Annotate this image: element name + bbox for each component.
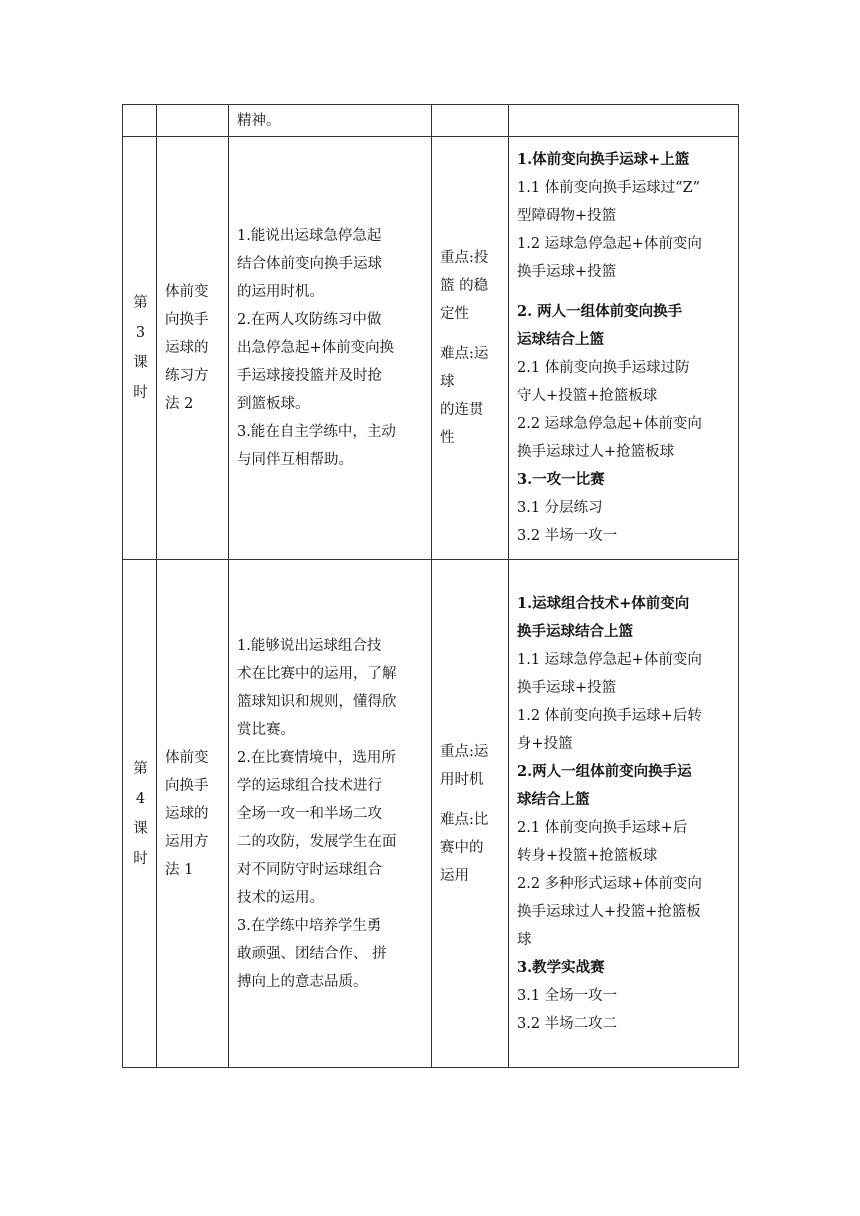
goal-line: 1.能说出运球急停急起 — [237, 228, 382, 244]
lesson-char: 第 — [133, 760, 148, 777]
learning-goal-cell — [229, 560, 432, 1068]
goal-line: 的运用时机。 — [237, 284, 324, 300]
content-item: 3.2 半场二攻二 — [517, 1015, 618, 1032]
goal-line: 二的攻防，发展学生在面 — [237, 833, 397, 850]
goal-line: 手运球接投篮并及时抢 — [237, 368, 382, 384]
goal-line: 出急停急起+体前变向换 — [237, 340, 395, 356]
lesson-char: 时 — [133, 385, 148, 401]
lesson-number-cell — [123, 560, 157, 1068]
content-item: 换手运球+投篮 — [517, 679, 617, 696]
table-row-continued — [123, 105, 739, 137]
lesson-plan-table — [122, 104, 739, 1068]
goal-line: 3.能在自主学练中，主动 — [237, 424, 396, 440]
key-point-line: 重点:投 — [440, 250, 489, 266]
goal-line: 技术的运用。 — [237, 889, 324, 906]
difficult-point-line: 赛中的 — [440, 839, 484, 856]
goal-line: 对不同防守时运球组合 — [237, 861, 382, 878]
goal-line: 敢顽强、团结合作、 拼 — [237, 945, 387, 962]
content-item: 1.2 体前变向换手运球+后转 — [517, 707, 702, 724]
goal-line: 术在比赛中的运用，了解 — [237, 665, 397, 682]
lesson-name-line: 法 2 — [165, 396, 194, 412]
content-item: 2.1 体前变向换手运球过防 — [517, 360, 690, 376]
lesson-name-line: 法 1 — [165, 861, 194, 878]
difficult-point-line: 难点:运 — [440, 346, 489, 362]
goal-cell-continued — [229, 105, 432, 137]
difficult-point-line: 难点:比 — [440, 811, 489, 828]
lesson-char: 4 — [135, 790, 146, 807]
lesson-name-line: 向换手 — [165, 312, 209, 328]
lesson-name-line: 向换手 — [165, 777, 209, 794]
lesson-char: 第 — [133, 295, 148, 311]
content-item: 身+投篮 — [517, 735, 573, 752]
content-item: 换手运球过人+抢篮板球 — [517, 444, 675, 460]
content-section-title: 运球结合上篮 — [517, 331, 604, 348]
lesson-char: 课 — [133, 355, 148, 371]
lesson-name-line: 体前变 — [165, 284, 209, 300]
learning-goal-cell — [229, 137, 432, 560]
content-item: 转身+投篮+抢篮板球 — [517, 847, 658, 864]
goal-line: 搏向上的意志品质。 — [237, 973, 368, 990]
content-section-title: 1.运球组合技术+体前变向 — [517, 594, 690, 612]
content-item: 1.2 运球急停急起+体前变向 — [517, 236, 702, 252]
goal-line: 3.在学练中培养学生勇 — [237, 917, 382, 934]
key-point-line: 篮 的稳 — [440, 278, 489, 294]
lesson-cell-empty — [123, 105, 157, 137]
goal-line: 学的运球组合技术进行 — [237, 777, 382, 794]
difficult-point-line: 运用 — [440, 867, 469, 884]
lesson-char: 3 — [135, 325, 146, 341]
content-item: 型障碍物+投篮 — [517, 208, 617, 224]
difficult-point-line: 球 — [440, 374, 455, 390]
lesson-name-line: 体前变 — [165, 749, 209, 766]
name-cell-empty — [157, 105, 229, 137]
content-section-title: 3.教学实战赛 — [517, 958, 605, 976]
lesson-char: 时 — [133, 850, 148, 867]
lesson-name-line: 运球的 — [165, 340, 209, 356]
lesson-name-line: 运球的 — [165, 805, 209, 822]
content-item: 3.2 半场一攻一 — [517, 528, 618, 544]
difficult-point-line: 性 — [440, 430, 455, 446]
table-row-lesson-4 — [123, 560, 739, 1068]
key-cell-empty — [432, 105, 509, 137]
content-item: 2.2 运球急停急起+体前变向 — [517, 416, 702, 432]
content-section-title: 2. 两人一组体前变向换手 — [517, 303, 683, 320]
goal-line: 篮球知识和规则，懂得欣 — [237, 693, 397, 710]
content-item: 1.1 运球急停急起+体前变向 — [517, 651, 702, 668]
content-item: 2.2 多种形式运球+体前变向 — [517, 875, 702, 892]
content-section-title: 球结合上篮 — [517, 790, 590, 808]
content-section-title: 换手运球结合上篮 — [517, 622, 633, 640]
content-item: 守人+投篮+抢篮板球 — [517, 388, 658, 404]
lesson-number-cell — [123, 137, 157, 560]
table-row-lesson-3 — [123, 137, 739, 560]
content-item: 3.1 分层练习 — [517, 500, 603, 516]
content-cell-empty — [509, 105, 739, 137]
content-item: 球 — [517, 931, 532, 948]
content-item: 3.1 全场一攻一 — [517, 987, 618, 1004]
key-point-line: 用时机 — [440, 771, 484, 788]
key-point-line: 定性 — [440, 306, 469, 322]
goal-line: 赏比赛。 — [237, 721, 295, 738]
goal-line: 结合体前变向换手运球 — [237, 256, 382, 272]
goal-line: 2.在比赛情境中，选用所 — [237, 749, 396, 766]
teaching-content-cell — [509, 560, 739, 1068]
content-item: 2.1 体前变向换手运球+后 — [517, 819, 688, 836]
content-section-title: 1.体前变向换手运球+上篮 — [517, 151, 690, 168]
lesson-name-cell — [157, 560, 229, 1068]
content-item: 换手运球+投篮 — [517, 264, 617, 280]
lesson-char: 课 — [133, 820, 148, 837]
goal-line: 2.在两人攻防练习中做 — [237, 312, 382, 328]
goal-line: 到篮板球。 — [237, 396, 310, 412]
lesson-name-line: 运用方 — [165, 833, 209, 850]
teaching-content-cell — [509, 137, 739, 560]
goal-text: 精神。 — [237, 112, 281, 129]
lesson-name-cell — [157, 137, 229, 560]
content-item: 换手运球过人+投篮+抢篮板 — [517, 903, 701, 920]
content-section-title: 2.两人一组体前变向换手运 — [517, 762, 692, 780]
key-difficult-cell — [432, 560, 509, 1068]
key-point-line: 重点:运 — [440, 743, 489, 760]
goal-line: 1.能够说出运球组合技 — [237, 637, 382, 654]
lesson-name-line: 练习方 — [165, 368, 209, 384]
goal-line: 与同伴互相帮助。 — [237, 452, 353, 468]
content-item: 1.1 体前变向换手运球过“Z” — [517, 180, 701, 196]
difficult-point-line: 的连贯 — [440, 402, 484, 418]
content-section-title: 3.一攻一比赛 — [517, 471, 605, 488]
goal-line: 全场一攻一和半场二攻 — [237, 805, 382, 822]
key-difficult-cell — [432, 137, 509, 560]
